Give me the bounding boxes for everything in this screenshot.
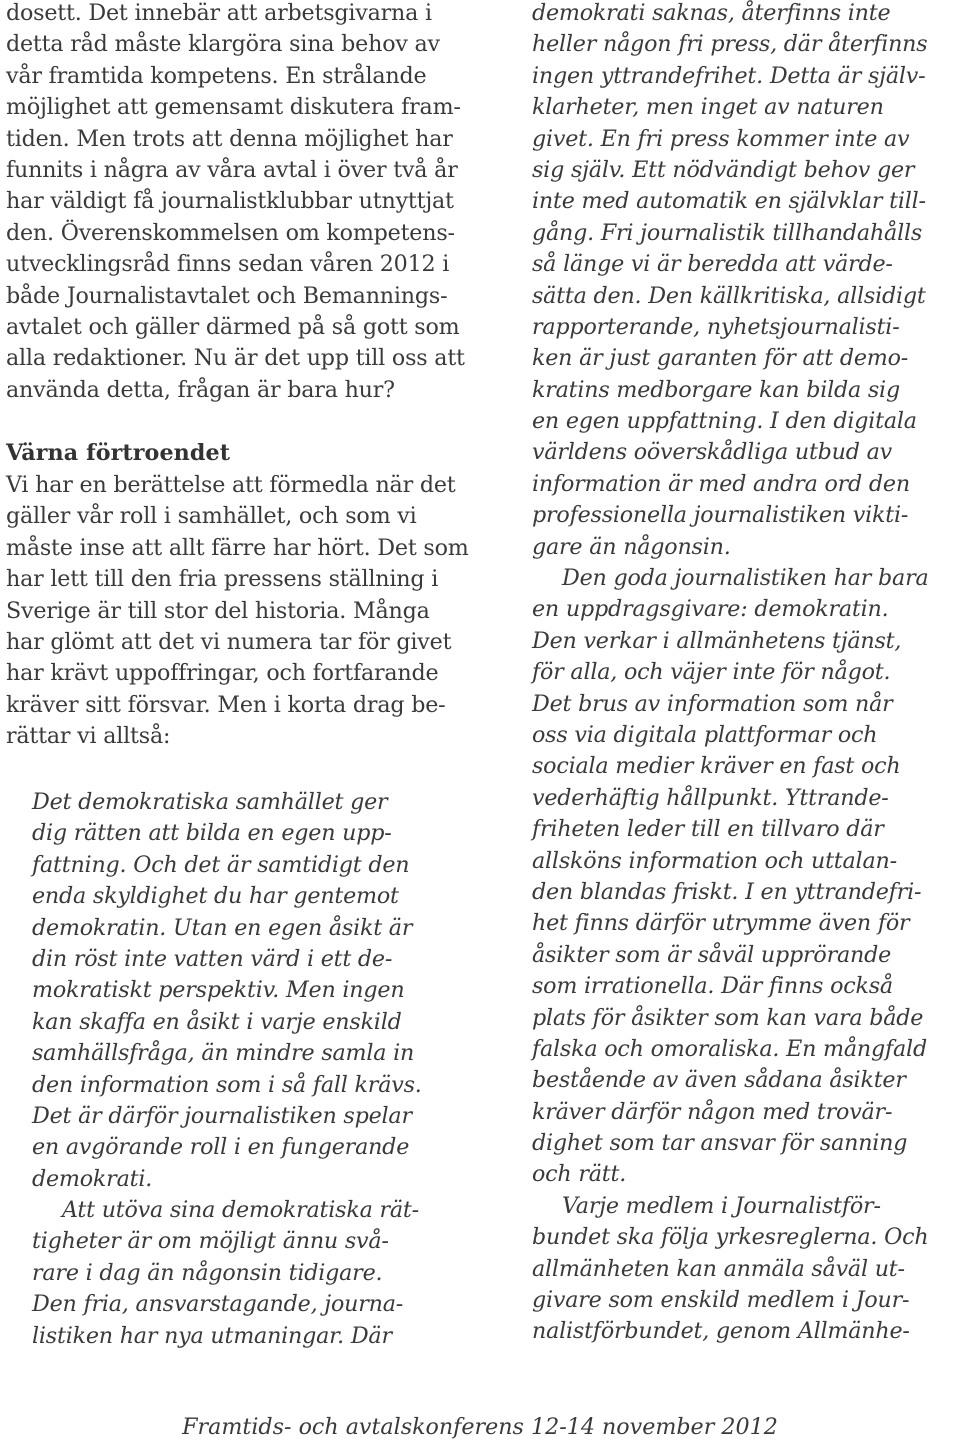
text-line: inte med automatik en självklar till-: [532, 188, 926, 215]
text-line: gare än någonsin.: [532, 533, 731, 560]
text-line: dighet som tar ansvar för sanning: [532, 1130, 908, 1157]
text-line: vår framtida kompetens. En strålande: [6, 62, 427, 89]
right-column-paragraph-2: [532, 563, 958, 1191]
page-footer: Framtids- och avtalskonferens 12-14 november 2012: [182, 1414, 778, 1440]
quote-paragraph-2: [32, 1195, 462, 1352]
text-line: rapporterande, nyhetsjournalisti-: [532, 313, 900, 340]
left-column-paragraph-2: [6, 470, 490, 753]
text-line: enda skyldighet du har gentemot: [32, 883, 399, 910]
text-line: bestående av även sådana åsikter: [532, 1067, 906, 1094]
text-line: funnits i några av våra avtal i över två år: [6, 156, 458, 183]
text-line: kan skaffa en åsikt i varje enskild: [32, 1008, 402, 1035]
text-line: kräver sitt försvar. Men i korta drag be-: [6, 691, 446, 718]
text-line: har lett till den fria pressens ställning i: [6, 566, 439, 593]
text-line: information är med andra ord den: [532, 470, 910, 497]
text-line: för alla, och väjer inte för något.: [532, 659, 891, 686]
text-line: falska och omoraliska. En mångfald: [532, 1035, 927, 1062]
text-line: ken är just garanten för att demo-: [532, 345, 909, 372]
text-line: Det demokratiska samhället ger: [32, 789, 388, 815]
text-line: och rätt.: [532, 1161, 627, 1188]
text-line: samhällsfråga, än mindre samla in: [32, 1040, 415, 1067]
text-line: tiden. Men trots att denna möjlighet har: [6, 125, 453, 152]
text-line: Den goda journalistiken har bara: [562, 565, 929, 592]
text-line: både Journalistavtalet och Bemannings-: [6, 282, 448, 309]
right-column: [532, 0, 958, 1348]
text-line: använda detta, frågan är bara hur?: [6, 376, 395, 403]
text-line: måste inse att allt färre har hört. Det som: [6, 534, 469, 561]
text-line: oss via digitala plattformar och: [532, 721, 878, 748]
text-line: tigheter är om möjligt ännu svå-: [32, 1228, 389, 1255]
text-line: Det brus av information som når: [532, 690, 893, 717]
text-line: världens oöverskådliga utbud av: [532, 439, 892, 466]
text-line: Den verkar i allmänhetens tjänst,: [532, 627, 902, 654]
text-line: en avgörande roll i en fungerande: [32, 1134, 410, 1161]
left-column-paragraph-1: [6, 0, 490, 406]
text-line: demokratin. Utan en egen åsikt är: [32, 914, 413, 941]
text-line: allsköns information och uttalan-: [532, 847, 897, 874]
text-line: avtalet och gäller därmed på så gott som: [6, 313, 460, 340]
text-line: alla redaktioner. Nu är det upp till oss att: [6, 345, 465, 372]
text-line: Den fria, ansvarstagande, journa-: [32, 1291, 404, 1318]
text-line: sig själv. Ett nödvändigt behov ger: [532, 156, 915, 183]
text-line: vederhäftig hållpunkt. Yttrande-: [532, 784, 889, 811]
text-line: en egen uppfattning. I den digitala: [532, 408, 917, 435]
section-heading: Värna förtroendet: [6, 440, 231, 466]
text-line: plats för åsikter som kan vara både: [532, 1004, 924, 1031]
text-line: kräver därför någon med trovär-: [532, 1098, 893, 1125]
text-line: gång. Fri journalistik tillhandahålls: [532, 219, 923, 246]
text-line: givare som enskild medlem i Jour-: [532, 1287, 910, 1314]
text-line: het finns därför utrymme även för: [532, 910, 910, 937]
text-line: demokrati saknas, återfinns inte: [532, 0, 891, 26]
quote-block: [32, 787, 462, 1352]
text-line: Att utöva sina demokratiska rät-: [62, 1197, 419, 1224]
text-line: möjlighet att gemensamt diskutera fram-: [6, 94, 461, 121]
text-line: Sverige är till stor del historia. Många: [6, 597, 430, 624]
text-line: Det är därför journalistiken spelar: [32, 1102, 412, 1129]
text-line: rättar vi alltså:: [6, 723, 171, 750]
text-line: så länge vi är beredda att värde-: [532, 251, 893, 278]
quote-paragraph-1: [32, 787, 462, 1195]
text-line: gäller vår roll i samhället, och som vi: [6, 503, 417, 530]
text-line: Vi har en berättelse att förmedla när det: [6, 472, 456, 498]
left-column-heading: [6, 438, 490, 469]
text-line: heller någon fri press, där återfinns: [532, 31, 928, 58]
text-line: givet. En fri press kommer inte av: [532, 125, 910, 152]
text-line: den blandas friskt. I en yttrandefri-: [532, 878, 922, 905]
text-line: har glömt att det vi numera tar för givet: [6, 628, 452, 655]
text-line: den. Överenskommelsen om kompetens-: [6, 219, 455, 246]
text-line: sätta den. Den källkritiska, allsidigt: [532, 282, 926, 309]
text-line: har väldigt få journalistklubbar utnyttjat: [6, 188, 454, 215]
text-line: Varje medlem i Journalistför-: [562, 1192, 881, 1219]
text-line: demokrati.: [32, 1165, 153, 1192]
text-line: nalistförbundet, genom Allmänhe-: [532, 1318, 910, 1345]
text-line: ingen yttrandefrihet. Detta är själv-: [532, 62, 926, 89]
text-line: detta råd måste klargöra sina behov av: [6, 31, 440, 58]
text-line: mokratiskt perspektiv. Men ingen: [32, 977, 405, 1004]
text-line: sociala medier kräver en fast och: [532, 753, 901, 780]
text-line: den information som i så fall krävs.: [32, 1071, 422, 1098]
text-line: har krävt uppoffringar, och fortfarande: [6, 660, 439, 687]
text-line: listiken har nya utmaningar. Där: [32, 1322, 392, 1349]
text-line: allmänheten kan anmäla såväl ut-: [532, 1255, 905, 1282]
text-line: bundet ska följa yrkesreglerna. Och: [532, 1224, 929, 1251]
text-line: utvecklingsråd finns sedan våren 2012 i: [6, 251, 450, 278]
text-line: friheten leder till en tillvaro där: [532, 816, 884, 843]
text-line: fattning. Och det är samtidigt den: [32, 851, 410, 878]
text-line: dig rätten att bilda en egen upp-: [32, 820, 392, 847]
text-line: kratins medborgare kan bilda sig: [532, 376, 900, 403]
text-line: som irrationella. Där finns också: [532, 973, 893, 1000]
text-line: din röst inte vatten värd i ett de-: [32, 945, 393, 972]
text-line: åsikter som är såväl upprörande: [532, 941, 892, 968]
text-line: en uppdragsgivare: demokratin.: [532, 596, 889, 623]
text-line: klarheter, men inget av naturen: [532, 94, 884, 121]
right-column-paragraph-3: [532, 1191, 958, 1348]
text-line: professionella journalistiken vikti-: [532, 502, 909, 529]
right-column-paragraph-1: [532, 0, 958, 563]
text-line: dosett. Det innebär att arbetsgivarna i: [6, 0, 432, 26]
text-line: rare i dag än någonsin tidigare.: [32, 1259, 383, 1286]
